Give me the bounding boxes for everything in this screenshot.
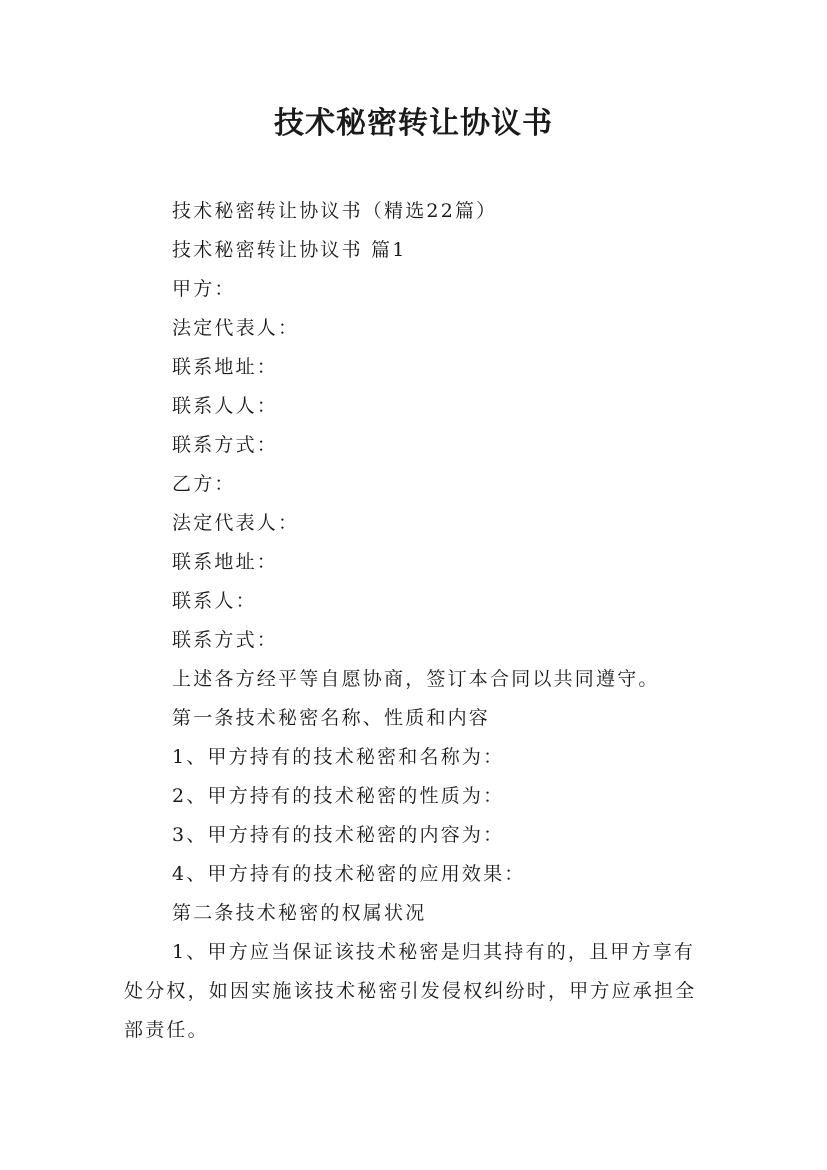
article-two-heading: 第二条技术秘密的权属状况	[172, 902, 427, 924]
preamble-text: 上述各方经平等自愿协商，签订本合同以共同遵守。	[172, 668, 660, 690]
party-b-label: 乙方：	[172, 473, 236, 495]
article-one-heading: 第一条技术秘密名称、性质和内容	[172, 707, 491, 729]
party-a-phone: 联系方式：	[172, 434, 279, 456]
party-b-address: 联系地址：	[172, 551, 279, 573]
article-one-item-2: 2、甲方持有的技术秘密的性质为：	[172, 785, 505, 807]
party-b-contact: 联系人：	[172, 590, 257, 612]
party-a-label: 甲方：	[172, 278, 236, 300]
article-one-item-4: 4、甲方持有的技术秘密的应用效果：	[172, 863, 526, 885]
party-a-address: 联系地址：	[172, 356, 279, 378]
article-one-item-3: 3、甲方持有的技术秘密的内容为：	[172, 824, 505, 846]
article-one-item-1: 1、甲方持有的技术秘密和名称为：	[172, 746, 505, 768]
party-a-contact: 联系人人：	[172, 395, 279, 417]
subtitle-line: 技术秘密转让协议书（精选22篇）	[172, 200, 498, 222]
party-b-representative: 法定代表人：	[172, 512, 300, 534]
section-heading: 技术秘密转让协议书 篇1	[172, 239, 407, 261]
party-a-representative: 法定代表人：	[172, 317, 300, 339]
document-title: 技术秘密转让协议书	[274, 106, 553, 141]
party-b-phone: 联系方式：	[172, 629, 279, 651]
article-two-paragraph: 1、甲方应当保证该技术秘密是归其持有的，且甲方享有处分权，如因实施该技术秘密引发侵权纠纷时，甲方应承担全部责任。	[124, 941, 697, 1041]
